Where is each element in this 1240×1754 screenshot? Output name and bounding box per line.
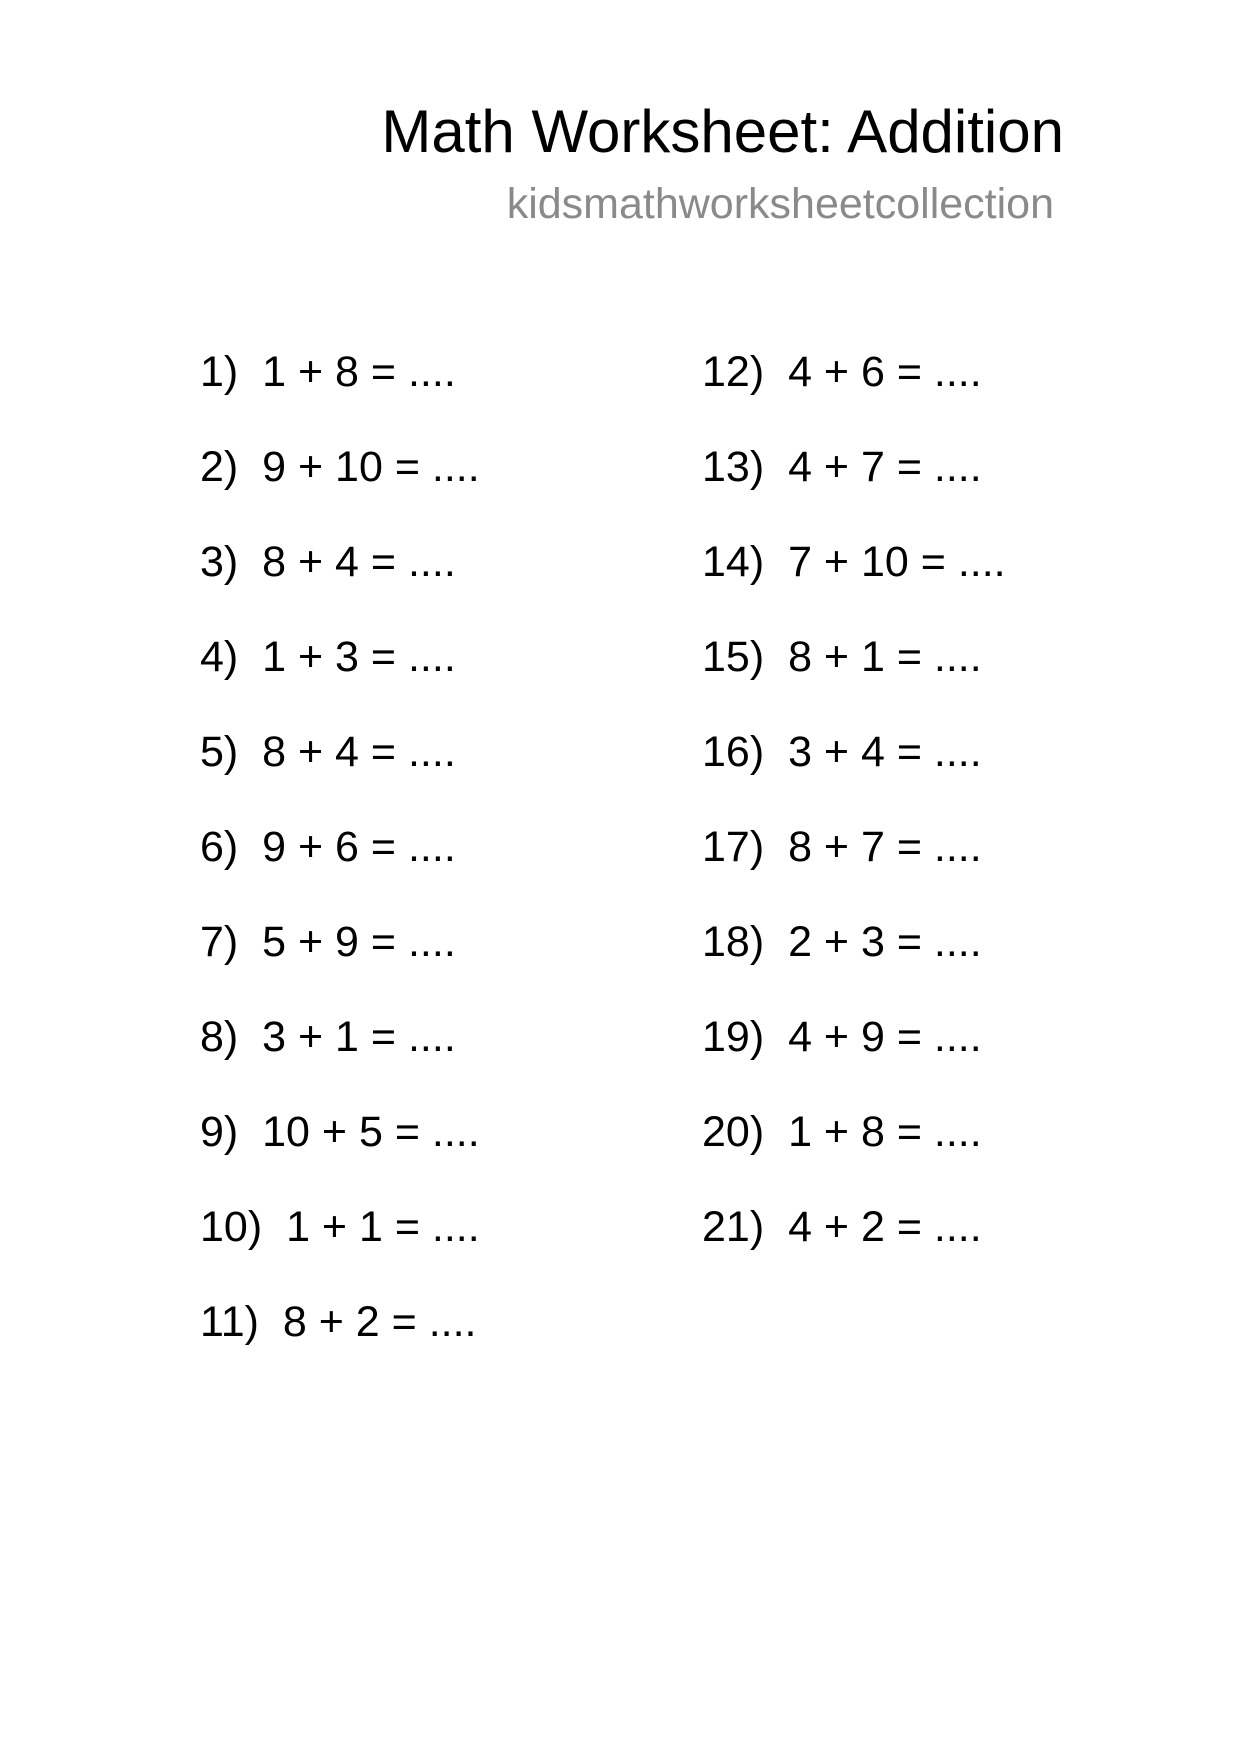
problem-item — [200, 536, 480, 631]
problem-expression: 8 + 2 = .... — [282, 1298, 477, 1346]
page-subtitle: kidsmathworksheetcollection — [506, 180, 1054, 228]
problem-expression: 9 + 6 = .... — [262, 823, 456, 871]
problem-expression: 8 + 1 = .... — [788, 633, 982, 681]
problem-item — [200, 1201, 480, 1296]
problem-number: 19) — [702, 1013, 765, 1061]
problem-expression: 8 + 7 = .... — [788, 823, 982, 871]
problem-item — [702, 1011, 1006, 1106]
problem-expression: 3 + 4 = .... — [788, 728, 982, 776]
problem-expression: 1 + 1 = .... — [286, 1203, 480, 1251]
problem-number: 11) — [200, 1298, 259, 1346]
problem-expression: 9 + 10 = .... — [262, 443, 480, 491]
problem-item — [200, 346, 480, 441]
problem-expression: 5 + 9 = .... — [262, 918, 456, 966]
problem-expression: 4 + 2 = .... — [788, 1203, 982, 1251]
problem-item — [702, 1106, 1006, 1201]
page-title: Math Worksheet: Addition — [381, 98, 1064, 165]
problem-expression: 8 + 4 = .... — [262, 728, 456, 776]
problem-expression: 3 + 1 = .... — [262, 1013, 456, 1061]
problem-number: 14) — [702, 538, 765, 586]
problem-expression: 4 + 6 = .... — [788, 348, 982, 396]
problem-item — [200, 916, 480, 1011]
problem-number: 3) — [200, 538, 239, 586]
problem-item — [702, 441, 1006, 536]
problem-expression: 4 + 7 = .... — [788, 443, 982, 491]
problem-item — [702, 631, 1006, 726]
problem-number: 9) — [200, 1108, 239, 1156]
problem-item — [200, 441, 480, 536]
problem-column-right — [702, 346, 1006, 1296]
problem-number: 7) — [200, 918, 239, 966]
problem-item — [702, 346, 1006, 441]
problem-expression: 7 + 10 = .... — [788, 538, 1006, 586]
problem-expression: 1 + 8 = .... — [262, 348, 456, 396]
problem-expression: 4 + 9 = .... — [788, 1013, 982, 1061]
problem-number: 4) — [200, 633, 239, 681]
problem-number: 10) — [200, 1203, 263, 1251]
problem-number: 8) — [200, 1013, 239, 1061]
problem-number: 13) — [702, 443, 765, 491]
problem-expression: 8 + 4 = .... — [262, 538, 456, 586]
problem-number: 2) — [200, 443, 239, 491]
problem-expression: 2 + 3 = .... — [788, 918, 982, 966]
problem-column-left — [200, 346, 480, 1391]
problem-number: 5) — [200, 728, 239, 776]
problem-item — [200, 1106, 480, 1201]
problem-item — [702, 821, 1006, 916]
problem-item — [200, 1011, 480, 1106]
problem-expression: 1 + 3 = .... — [262, 633, 456, 681]
problem-expression: 1 + 8 = .... — [788, 1108, 982, 1156]
worksheet-header — [381, 96, 1064, 230]
problem-item — [200, 1296, 480, 1391]
problem-number: 6) — [200, 823, 239, 871]
problem-item — [702, 726, 1006, 821]
problem-item — [200, 726, 480, 821]
problem-number: 17) — [702, 823, 765, 871]
problem-item — [200, 631, 480, 726]
problem-item — [702, 1201, 1006, 1296]
problem-number: 12) — [702, 348, 765, 396]
problem-number: 18) — [702, 918, 765, 966]
problem-number: 16) — [702, 728, 765, 776]
problem-item — [200, 821, 480, 916]
problem-number: 21) — [702, 1203, 765, 1251]
problem-item — [702, 536, 1006, 631]
problem-item — [702, 916, 1006, 1011]
problem-number: 20) — [702, 1108, 765, 1156]
problem-number: 15) — [702, 633, 765, 681]
problem-number: 1) — [200, 348, 239, 396]
problem-expression: 10 + 5 = .... — [262, 1108, 480, 1156]
